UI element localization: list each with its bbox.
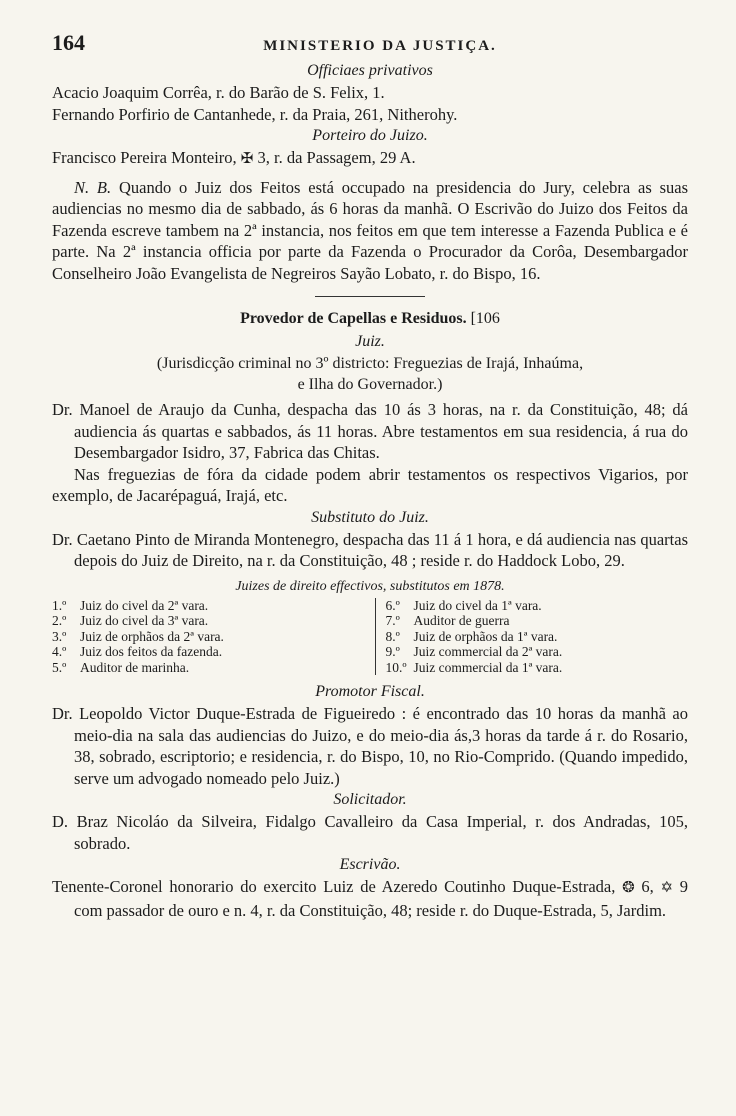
juiz-entry: Dr. Manoel de Araujo da Cunha, despacha das 10 ás 3 horas, na r. da Constituição, 48; dá audiencia ás quartas e sabbados, ás 11 horas. Abre testamentos em sua residencia, á rua do Desembargador Isidro, 37, Fabrica das Chitas.	[52, 400, 688, 462]
escrivao-heading: Escrivão.	[339, 856, 401, 873]
solicitador-heading: Solicitador.	[333, 791, 407, 808]
judge-title: Juiz de orphãos da 1ª vara.	[413, 628, 558, 644]
provedor-ref: [106	[470, 310, 500, 327]
judge-row	[386, 660, 689, 676]
page-header	[52, 30, 688, 60]
judge-title: Juiz do civel da 2ª vara.	[80, 597, 209, 613]
porteiro-entry	[52, 147, 688, 171]
escrivao-text-c: 9 com passador de ouro e n. 4, r. da Constituição, 48; reside r. do Duque-Estrada, 5, Jardim.	[74, 877, 689, 920]
provedor-title: Provedor de Capellas e Residuos.	[240, 310, 467, 327]
judge-number: 8.º	[385, 628, 400, 644]
judge-row	[52, 644, 355, 660]
section-divider	[315, 296, 425, 297]
judge-title: Juiz dos feitos da fazenda.	[80, 644, 223, 659]
judges-left-column	[52, 598, 355, 676]
judge-row	[52, 598, 355, 614]
judge-number: 2.º	[52, 613, 67, 628]
judge-title: Juiz do civel da 1ª vara.	[413, 597, 542, 613]
solicitador-entry: D. Braz Nicoláo da Silveira, Fidalgo Cavalleiro da Casa Imperial, r. dos Andradas, 105, sobrado.	[52, 812, 688, 853]
judge-title: Juiz de orphãos da 2ª vara.	[80, 628, 224, 644]
porteiro-name: Francisco Pereira Monteiro,	[52, 148, 237, 167]
judge-number: 7.º	[385, 613, 400, 628]
judge-number: 6.º	[385, 597, 400, 613]
judges-right-column	[375, 598, 689, 676]
judge-title: Juiz commercial da 2ª vara.	[413, 644, 563, 659]
promotor-heading: Promotor Fiscal.	[315, 683, 425, 700]
escrivao-text-a: Tenente-Coronel honorario do exercito Luiz de Azeredo Coutinho Duque-Estrada,	[52, 877, 616, 896]
escrivao-entry	[52, 876, 688, 921]
judges-caption: Juizes de direito effectivos, substitutos em 1878.	[235, 578, 505, 594]
judge-title: Juiz do civel da 3ª vara.	[80, 613, 209, 628]
running-title: MINISTERIO DA JUSTIÇA.	[263, 38, 497, 54]
judge-row	[386, 644, 689, 660]
porteiro-heading: Porteiro do Juizo.	[312, 127, 428, 144]
substituto-entry: Dr. Caetano Pinto de Miranda Montenegro, despacha das 11 á 1 hora, e dá audiencia nas quartas depois do Juiz de Direito, na r. da Constituição, 48 ; reside r. do Haddock Lobo, 29.	[52, 529, 688, 570]
officiaes-line-1: Acacio Joaquim Corrêa, r. do Barão de S. Felix, 1.	[52, 83, 385, 102]
judge-number: 9.º	[385, 644, 400, 659]
order-insignia-icon: ❂	[622, 880, 635, 896]
judges-list	[52, 598, 688, 676]
judge-number: 1.º	[52, 597, 67, 613]
nota-paragraph	[52, 177, 688, 285]
judge-number: 5.º	[52, 659, 67, 675]
judge-row	[52, 629, 355, 645]
juiz-note: Nas freguezias de fóra da cidade podem abrir testamentos os respectivos Vigarios, por exemplo, de Jacarépaguá, Irajá, etc.	[52, 464, 688, 505]
judge-title: Auditor de marinha.	[80, 659, 190, 675]
nota-text: Quando o Juiz dos Feitos está occupado na presidencia do Jury, celebra as suas audiencias no mesmo dia de sabbado, ás 6 horas da manhã. O Escrivão do Juizo dos Feitos da Fazenda escreve tambem na 2ª instancia, nos feitos em que tem interesse a Fazenda Publica e é parte. Na 2ª instancia officia por parte da Fazenda o Procurador da Corôa, Desembargador Conselheiro João Evangelista de Negreiros Sayão Lobato, r. do Bispo, 16.	[52, 177, 689, 283]
provedor-title-line	[52, 307, 688, 331]
judge-number: 10.º	[385, 659, 407, 675]
judge-title: Auditor de guerra	[413, 613, 510, 628]
judge-row	[52, 613, 355, 629]
judge-number: 3.º	[52, 628, 67, 644]
page-number: 164	[52, 30, 85, 55]
jurisdiction-line-2: e Ilha do Governador.)	[297, 376, 443, 393]
judge-row	[386, 613, 689, 629]
document-page	[52, 30, 688, 921]
judge-row	[386, 629, 689, 645]
promotor-entry: Dr. Leopoldo Victor Duque-Estrada de Figueiredo : é encontrado das 10 horas da manhã ao meio-dia na sala das audiencias do Juizo, e do meio-dia ás,3 horas da tarde á r. do Rosario, 38, sobrado, escriptorio; e residencia, r. do Bispo, 10, no Rio-Comprido. (Quando impedido, serve um advogado nomeado pelo Juiz.)	[52, 704, 688, 788]
escrivao-text-b: 6,	[641, 877, 654, 896]
porteiro-address: 3, r. da Passagem, 29 A.	[257, 148, 416, 167]
nota-label: N. B.	[74, 177, 112, 197]
judge-row	[52, 660, 355, 676]
jurisdiction-line-1: (Jurisdicção criminal no 3º districto: Freguezias de Irajá, Inhaúma,	[156, 355, 584, 372]
judge-row	[386, 598, 689, 614]
judge-title: Juiz commercial da 1ª vara.	[413, 659, 563, 675]
officiaes-heading: Officiaes privativos	[307, 62, 433, 79]
cross-icon: ✠	[240, 151, 254, 167]
officiaes-line-2: Fernando Porfirio de Cantanhede, r. da Praia, 261, Nitherohy.	[52, 104, 458, 124]
judge-number: 4.º	[52, 644, 67, 659]
substituto-heading: Substituto do Juiz.	[311, 508, 429, 526]
juiz-heading: Juiz.	[355, 333, 385, 350]
star-insignia-icon: ✡	[660, 880, 674, 896]
